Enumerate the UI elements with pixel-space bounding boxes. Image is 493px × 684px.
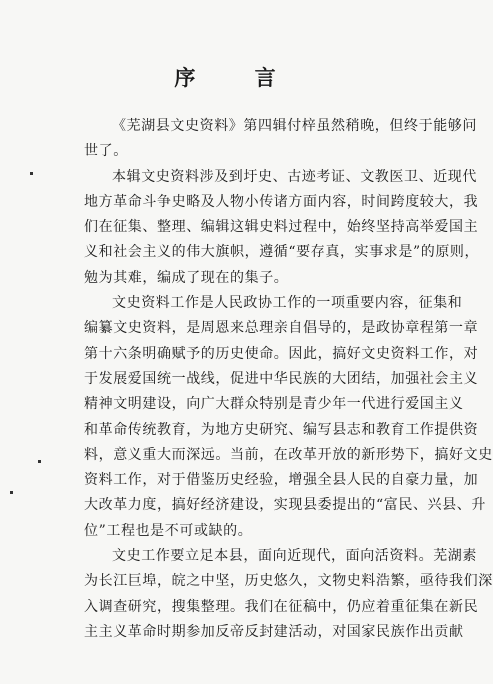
- text-line: 资料工作，对于借鉴历史经验，增强全县人民的自豪力量，加: [84, 472, 479, 489]
- text-line: 世了。: [84, 143, 128, 160]
- text-line: 义和社会主义的伟大旗帜，遵循“要存真，实事求是”的原则，: [84, 244, 480, 261]
- text-line: 勉为其难，编成了现在的集子。: [84, 269, 289, 286]
- text-line: 精神文明建设，向广大群众特别是青少年一代进行爱国主义: [84, 396, 464, 413]
- text-line: 入调查研究，搜集整理。我们在征稿中，仍应着重征集在新民: [84, 598, 479, 615]
- text-line: 编纂文史资料，是周恩来总理亲自倡导的，是政协章程第一章: [84, 320, 479, 337]
- text-line: 料，意义重大而深远。当前，在改革开放的新形势下，搞好文史: [84, 446, 493, 463]
- text-line: 大改革力度，搞好经济建设，实现县委提出的“富民、兴县、升: [84, 497, 486, 514]
- text-line: 文史工作要立足本县，面向近现代，面向活资料。芜湖素: [112, 548, 477, 565]
- text-line: 文史资料工作是人民政协工作的一项重要内容，征集和: [112, 295, 463, 312]
- text-line: 位”工程也是不可或缺的。: [84, 522, 253, 539]
- margin-mark: [30, 172, 33, 175]
- text-line: 地方革命斗争史略及人物小传诸方面内容，时间跨度较大，我: [84, 193, 479, 210]
- margin-mark: [10, 491, 13, 494]
- text-line: 和革命传统教育，为地方史研究、编写县志和教育工作提供资: [84, 421, 479, 438]
- text-line: 于发展爱国统一战线，促进中华民族的大团结，加强社会主义: [84, 370, 479, 387]
- body-text: [84, 114, 493, 645]
- margin-mark: [38, 460, 41, 463]
- page-title: 序 言: [174, 65, 302, 90]
- text-line: 主主义革命时期参加反帝反封建活动，对国家民族作出贡献: [84, 623, 464, 640]
- text-line: 为长江巨埠，皖之中坚，历史悠久，文物史料浩繁，亟待我们深: [84, 573, 493, 590]
- text-line: 本辑文史资料涉及到圩史、古迹考证、文教医卫、近现代: [112, 168, 477, 185]
- text-line: 们在征集、整理、编辑这辑史料过程中，始终坚持高举爱国主: [84, 219, 479, 236]
- text-line: 第十六条明确赋予的历史使命。因此，搞好文史资料工作，对: [84, 345, 479, 362]
- text-line: 《芜湖县文史资料》第四辑付梓虽然稍晚，但终于能够问: [112, 118, 477, 134]
